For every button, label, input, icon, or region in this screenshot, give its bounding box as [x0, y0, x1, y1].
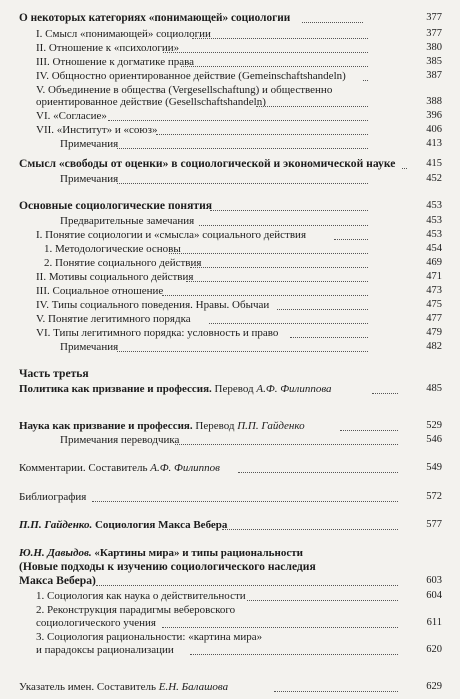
page-number: 529 — [426, 420, 442, 431]
dot-leader — [186, 281, 368, 282]
entry-title: Указатель имен. Составитель — [19, 681, 159, 693]
dot-leader — [210, 210, 368, 211]
entry-title: Примечания — [60, 173, 119, 185]
toc-entry-text — [19, 561, 316, 573]
toc-entry-text — [36, 70, 346, 82]
dot-leader — [192, 38, 368, 39]
toc-entry-text — [19, 547, 303, 559]
toc-entry-text — [19, 383, 332, 395]
entry-title: О некоторых категориях «понимающей» социологии — [19, 12, 291, 24]
entry-title: I. Понятие социологии и «смысла» социального действия — [36, 229, 306, 241]
toc-entry-text — [36, 590, 246, 602]
page-number: 485 — [426, 383, 442, 394]
page-number: 453 — [426, 229, 442, 240]
toc-entry-text — [36, 299, 269, 311]
page-number: 475 — [426, 299, 442, 310]
toc-entry-text — [36, 110, 107, 122]
page-number: 380 — [426, 42, 442, 53]
page-number: 611 — [426, 617, 442, 628]
translator-label: Перевод — [211, 383, 257, 395]
translator-label: Перевод — [192, 420, 238, 432]
toc-entry-text — [36, 313, 191, 325]
page-number: 453 — [426, 215, 442, 226]
dot-leader — [190, 267, 368, 268]
toc-entry-text — [19, 462, 220, 474]
toc-entry-text — [19, 491, 86, 503]
entry-title: Смысл «свободы от оценки» в социологической и экономической науке — [19, 157, 396, 170]
dot-leader — [274, 691, 398, 692]
toc-entry-text — [36, 617, 156, 629]
page-number: 620 — [426, 644, 442, 655]
toc-entry-text — [19, 519, 227, 531]
entry-title: Примечания — [60, 341, 119, 353]
entry-title: Часть третья — [19, 367, 89, 380]
dot-leader — [169, 253, 368, 254]
dot-leader — [117, 183, 368, 184]
entry-title: IV. Типы социального поведения. Нравы. Обычаи — [36, 299, 270, 311]
entry-title: Примечания переводчика — [60, 434, 180, 446]
entry-title: Предварительные замечания — [60, 215, 195, 227]
toc-entry-text — [19, 420, 305, 432]
dot-leader — [238, 472, 398, 473]
entry-title: 1. Социология как наука о действительности — [36, 590, 246, 602]
dot-leader — [302, 22, 363, 23]
page-number: 572 — [426, 491, 442, 502]
dot-leader — [156, 134, 368, 135]
entry-title: Политика как призвание и профессия. — [19, 383, 212, 395]
page-number: 406 — [426, 124, 442, 135]
page-number: 604 — [426, 590, 442, 601]
entry-title: V. Понятие легитимного порядка — [36, 313, 191, 325]
page-number: 471 — [426, 271, 442, 282]
page-number: 549 — [426, 462, 442, 473]
toc-entry-text — [60, 138, 118, 150]
toc-entry-text — [36, 56, 194, 68]
toc-entry-text — [44, 257, 201, 269]
toc-entry-text — [36, 229, 306, 241]
entry-title: ориентированное действие (Gesellschaftshandeln) — [36, 96, 266, 108]
dot-leader — [117, 148, 368, 149]
entry-title: 2. Понятие социального действия — [44, 257, 202, 269]
dot-leader — [334, 239, 368, 240]
compiler-name: Е.Н. Балашова — [158, 681, 229, 693]
toc-entry-text — [44, 243, 181, 255]
translator-name: П.П. Гайденко — [237, 420, 305, 432]
dot-leader — [162, 295, 368, 296]
dot-leader — [181, 66, 368, 67]
toc-entry-text — [36, 327, 278, 339]
toc-entry-text — [36, 271, 193, 283]
entry-title: I. Смысл «понимающей» социологии — [36, 28, 211, 40]
dot-leader — [190, 654, 398, 655]
toc-entry-text — [19, 200, 212, 212]
page-number: 482 — [426, 341, 442, 352]
page-number: 454 — [426, 243, 442, 254]
dot-leader — [363, 80, 368, 81]
entry-title: Социология Макса Вебера — [92, 519, 228, 531]
entry-title: «Картины мира» и типы рациональности — [91, 547, 303, 559]
entry-title: 1. Методологические основы — [44, 243, 181, 255]
toc-entry-text — [36, 644, 174, 656]
dot-leader — [199, 225, 368, 226]
entry-title: 3. Социология рациональности: «картина мира» — [36, 631, 263, 643]
page-number: 377 — [426, 28, 442, 39]
page-number: 385 — [426, 56, 442, 67]
entry-title: II. Отношение к «психологии» — [36, 42, 180, 54]
toc-entry-text — [60, 341, 118, 353]
entry-title: II. Мотивы социального действия — [36, 271, 194, 283]
dot-leader — [222, 529, 398, 530]
author-name: П.П. Гайденко. — [19, 519, 93, 531]
dot-leader — [372, 393, 398, 394]
compiler-name: А.Ф. Филиппов — [150, 462, 220, 474]
entry-title: III. Отношение к догматике права — [36, 56, 195, 68]
page-number: 479 — [426, 327, 442, 338]
toc-entry-text — [19, 681, 228, 693]
entry-title: IV. Общностно ориентированное действие (Gemeinschaftshandeln) — [36, 70, 346, 82]
page-number: 387 — [426, 70, 442, 81]
toc-entry-text — [60, 215, 194, 227]
page-number: 477 — [426, 313, 442, 324]
dot-leader — [209, 323, 368, 324]
toc-entry-text — [36, 604, 235, 616]
toc-entry-text — [36, 84, 332, 96]
entry-title: Примечания — [60, 138, 119, 150]
dot-leader — [108, 120, 368, 121]
entry-title: VI. «Согласие» — [36, 110, 107, 122]
page-number: 473 — [426, 285, 442, 296]
toc-entry-text — [19, 575, 96, 587]
dot-leader — [290, 337, 368, 338]
toc-entry-text — [36, 96, 266, 108]
page-number: 452 — [426, 173, 442, 184]
dot-leader — [92, 501, 398, 502]
page-number: 629 — [426, 681, 442, 692]
page-number: 415 — [426, 158, 442, 169]
page-number: 396 — [426, 110, 442, 121]
entry-title: Библиография — [19, 491, 87, 503]
entry-title: Наука как призвание и профессия. — [19, 420, 193, 432]
toc-entry-text — [36, 631, 262, 643]
page-number: 388 — [426, 96, 442, 107]
entry-title: VII. «Институт» и «союз» — [36, 124, 158, 136]
entry-title: и парадоксы рационализации — [36, 644, 174, 656]
dot-leader — [277, 309, 368, 310]
page-number: 603 — [426, 575, 442, 586]
toc-entry-text — [19, 12, 290, 24]
page-number: 453 — [426, 200, 442, 211]
dot-leader — [175, 444, 398, 445]
dot-leader — [340, 430, 398, 431]
entry-title: Макса Вебера) — [19, 574, 96, 587]
entry-title: (Новые подходы к изучению социологического наследия — [19, 560, 316, 573]
page-number: 469 — [426, 257, 442, 268]
page-number: 377 — [426, 12, 442, 23]
dot-leader — [96, 585, 398, 586]
toc-entry-text — [36, 28, 211, 40]
entry-title: 2. Реконструкция парадигмы веберовского — [36, 604, 236, 616]
page-number: 413 — [426, 138, 442, 149]
toc-entry-text — [36, 42, 179, 54]
toc-entry-text — [36, 285, 163, 297]
dot-leader — [247, 600, 398, 601]
toc-entry-text — [36, 124, 157, 136]
toc-entry-text — [60, 173, 118, 185]
dot-leader — [163, 52, 368, 53]
entry-title: VI. Типы легитимного порядка: условность и право — [36, 327, 279, 339]
page-number: 546 — [426, 434, 442, 445]
dot-leader — [117, 351, 368, 352]
entry-title: Комментарии. Составитель — [19, 462, 151, 474]
entry-title: социологического учения — [36, 617, 156, 629]
dot-leader — [256, 106, 368, 107]
entry-title: Основные социологические понятия — [19, 199, 213, 212]
toc-entry-text — [19, 158, 395, 170]
toc-entry-text — [19, 368, 89, 380]
author-name: Ю.Н. Давыдов. — [19, 547, 92, 559]
translator-name: А.Ф. Филиппова — [256, 383, 332, 395]
page-number: 577 — [426, 519, 442, 530]
dot-leader — [162, 627, 398, 628]
entry-title: V. Объединение в общества (Vergesellschaftung) и общественно — [36, 84, 333, 96]
toc-entry-text — [60, 434, 179, 446]
entry-title: III. Социальное отношение — [36, 285, 164, 297]
